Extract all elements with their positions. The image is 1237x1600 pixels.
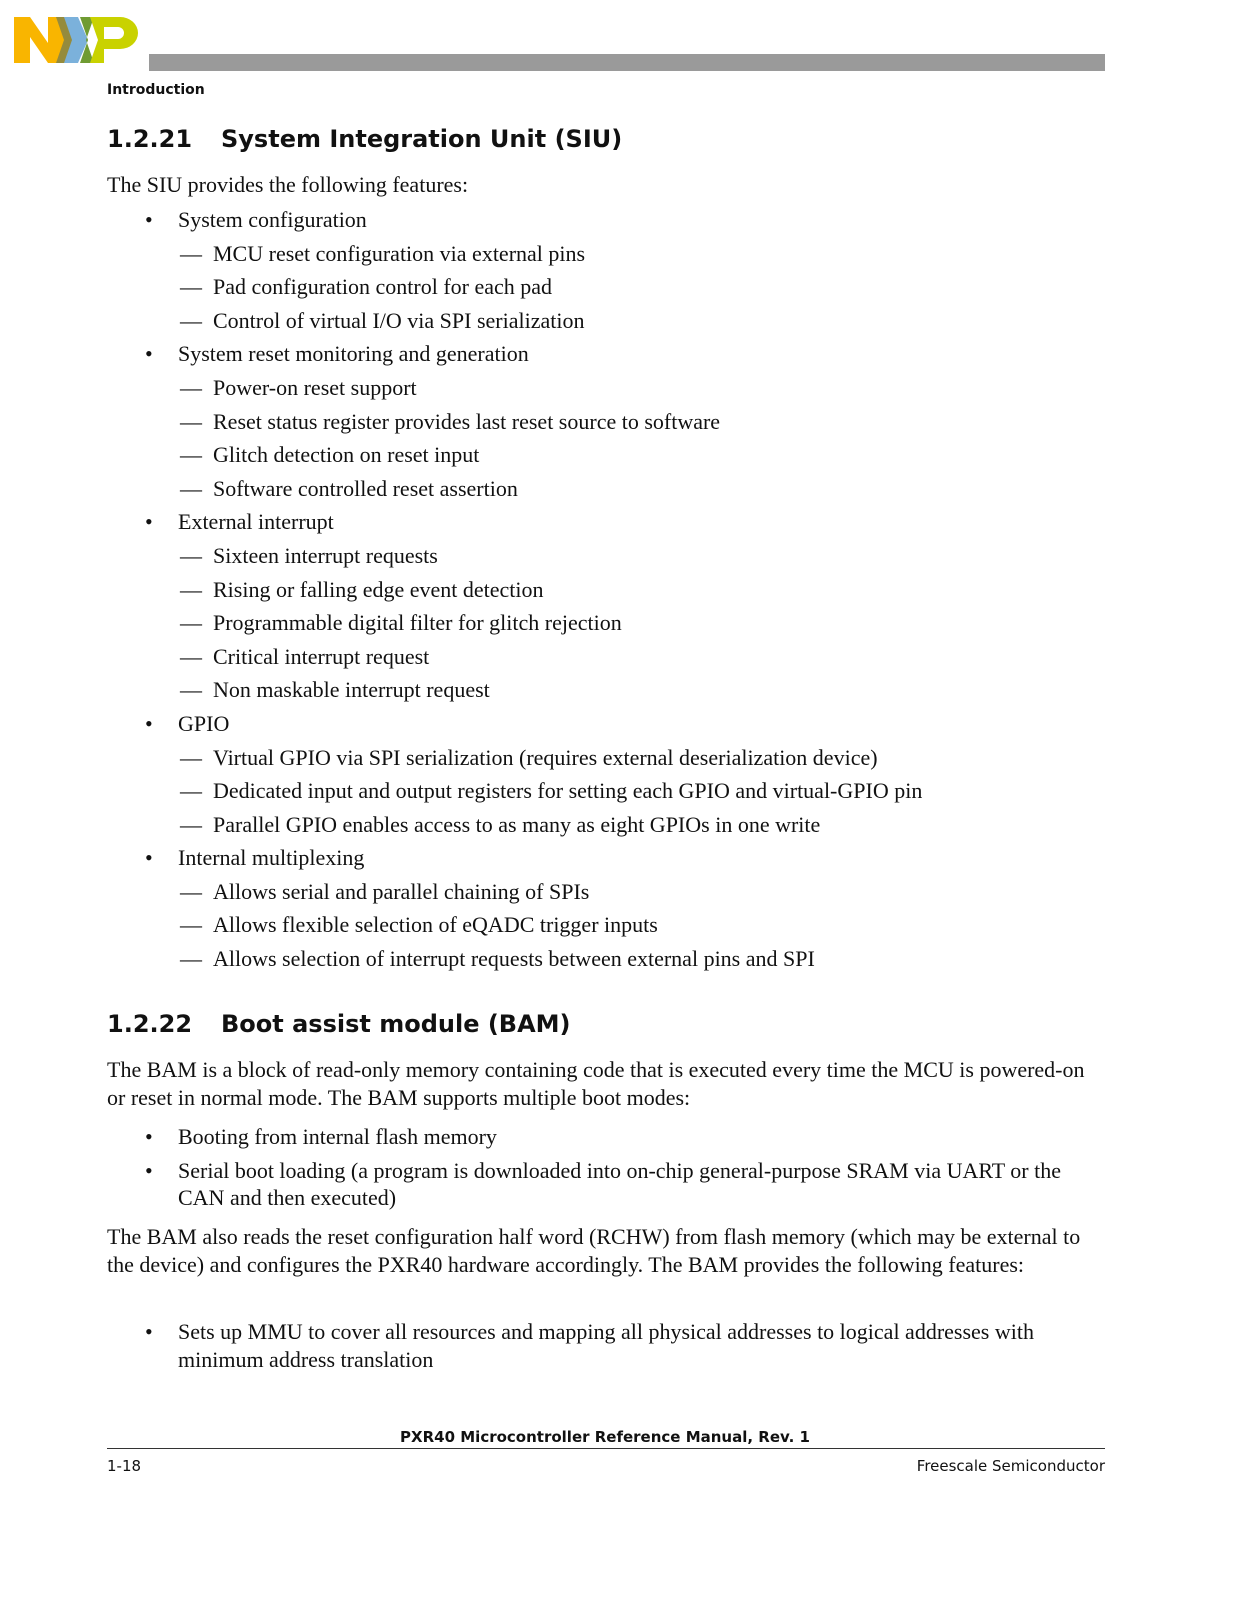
list-item-text: Allows flexible selection of eQADC trigger inputs (213, 912, 658, 938)
bullet-icon: • (145, 1124, 153, 1149)
bam-paragraph-1: The BAM is a block of read-only memory containing code that is executed every time the MCU is powered-on or reset in normal mode. The BAM supports multiple boot modes: (107, 1057, 1085, 1110)
bam-boot-modes-list (107, 1120, 1107, 1218)
dash-icon: — (180, 408, 202, 434)
list-item-text: Booting from internal flash memory (178, 1124, 497, 1149)
sub-list-item (107, 539, 1107, 573)
list-item (107, 1120, 1107, 1154)
dash-icon: — (180, 811, 202, 837)
sub-list-item (107, 472, 1107, 506)
list-item-text: System reset monitoring and generation (178, 341, 529, 367)
list-item-text: Glitch detection on reset input (213, 442, 480, 468)
sub-list-item (107, 808, 1107, 842)
section-heading-siu (107, 125, 622, 153)
list-item-text: Allows serial and parallel chaining of SPIs (213, 878, 590, 904)
list-item-text: Rising or falling edge event detection (213, 576, 544, 602)
siu-intro: The SIU provides the following features: (107, 172, 469, 197)
nxp-logo (14, 17, 138, 63)
header-bar (149, 54, 1105, 71)
sub-list-item (107, 371, 1107, 405)
list-item-text: Programmable digital filter for glitch rejection (213, 610, 622, 636)
footer-title: PXR40 Microcontroller Reference Manual, Rev. 1 (400, 1428, 810, 1446)
list-item-text: Reset status register provides last reset source to software (213, 408, 721, 434)
bullet-icon: • (145, 710, 153, 736)
dash-icon: — (180, 240, 202, 266)
bullet-icon: • (145, 1319, 153, 1344)
list-item-text: Internal multiplexing (178, 845, 365, 871)
list-item-text: MCU reset configuration via external pins (213, 240, 586, 266)
dash-icon: — (180, 307, 202, 333)
list-item-text: GPIO (178, 710, 230, 736)
list-item-text: Critical interrupt request (213, 643, 430, 669)
list-item (107, 505, 1107, 539)
sub-list-item (107, 673, 1107, 707)
sub-list-item (107, 741, 1107, 775)
section-heading-bam (107, 1010, 571, 1038)
list-item-text: System configuration (178, 207, 367, 232)
sub-list-item (107, 237, 1107, 271)
dash-icon: — (180, 610, 202, 636)
dash-icon: — (180, 274, 202, 300)
sub-list-item (107, 942, 1107, 976)
list-item-text: External interrupt (178, 509, 334, 535)
sub-list-item (107, 606, 1107, 640)
list-item-text: Serial boot loading (a program is downloaded into on-chip general-purpose SRAM via UART or the CAN and then executed) (178, 1157, 1061, 1211)
sub-list-item (107, 875, 1107, 909)
list-item-text: Control of virtual I/O via SPI serialization (213, 307, 585, 333)
list-item-text: Software controlled reset assertion (213, 475, 518, 501)
dash-icon: — (180, 643, 202, 669)
dash-icon: — (180, 946, 202, 972)
bullet-icon: • (145, 509, 153, 535)
sub-list-item (107, 640, 1107, 674)
sub-list-item (107, 573, 1107, 607)
list-item-text: Parallel GPIO enables access to as many as eight GPIOs in one write (213, 811, 821, 837)
sub-list-item (107, 270, 1107, 304)
bullet-icon: • (145, 845, 153, 871)
sub-list-item (107, 405, 1107, 439)
list-item-text: Sets up MMU to cover all resources and mapping all physical addresses to logical addresses with minimum address translation (178, 1319, 1034, 1372)
section-number: 1.2.22 (107, 1010, 193, 1038)
list-item-text: Sixteen interrupt requests (213, 542, 438, 568)
dash-icon: — (180, 374, 202, 400)
list-item (107, 707, 1107, 741)
running-head: Introduction (107, 82, 205, 98)
sub-list-item (107, 908, 1107, 942)
list-item (107, 337, 1107, 371)
dash-icon: — (180, 778, 202, 804)
page-number: 1-18 (107, 1457, 142, 1475)
list-item-text: Allows selection of interrupt requests between external pins and SPI (213, 946, 815, 972)
list-item-text: Non maskable interrupt request (213, 677, 490, 703)
dash-icon: — (180, 677, 202, 703)
section-title: System Integration Unit (SIU) (221, 125, 623, 153)
list-item (107, 1318, 1107, 1373)
bullet-icon: • (145, 1157, 153, 1183)
list-item (107, 203, 1107, 237)
dash-icon: — (180, 912, 202, 938)
list-item-text: Power-on reset support (213, 374, 417, 400)
section-number: 1.2.21 (107, 125, 193, 153)
bam-features-list (107, 1315, 1107, 1379)
sub-list-item (107, 774, 1107, 808)
bullet-icon: • (145, 207, 153, 232)
list-item (107, 1157, 1107, 1212)
bam-paragraph-2: The BAM also reads the reset configuration half word (RCHW) from flash memory (which may be external to the device) and configures the PXR40 hardware accordingly. The BAM provides the following features: (107, 1224, 1081, 1277)
dash-icon: — (180, 576, 202, 602)
dash-icon: — (180, 878, 202, 904)
footer-company: Freescale Semiconductor (916, 1457, 1105, 1475)
list-item-text: Virtual GPIO via SPI serialization (requires external deserialization device) (213, 744, 878, 770)
list-item (107, 841, 1107, 875)
siu-feature-list (107, 203, 1107, 976)
sub-list-item (107, 304, 1107, 338)
bullet-icon: • (145, 341, 153, 367)
footer-rule (107, 1448, 1105, 1449)
list-item-text: Dedicated input and output registers for setting each GPIO and virtual-GPIO pin (213, 778, 923, 804)
section-title: Boot assist module (BAM) (221, 1010, 571, 1038)
dash-icon: — (180, 442, 202, 468)
sub-list-item (107, 438, 1107, 472)
dash-icon: — (180, 475, 202, 501)
dash-icon: — (180, 542, 202, 568)
dash-icon: — (180, 744, 202, 770)
list-item-text: Pad configuration control for each pad (213, 274, 553, 300)
